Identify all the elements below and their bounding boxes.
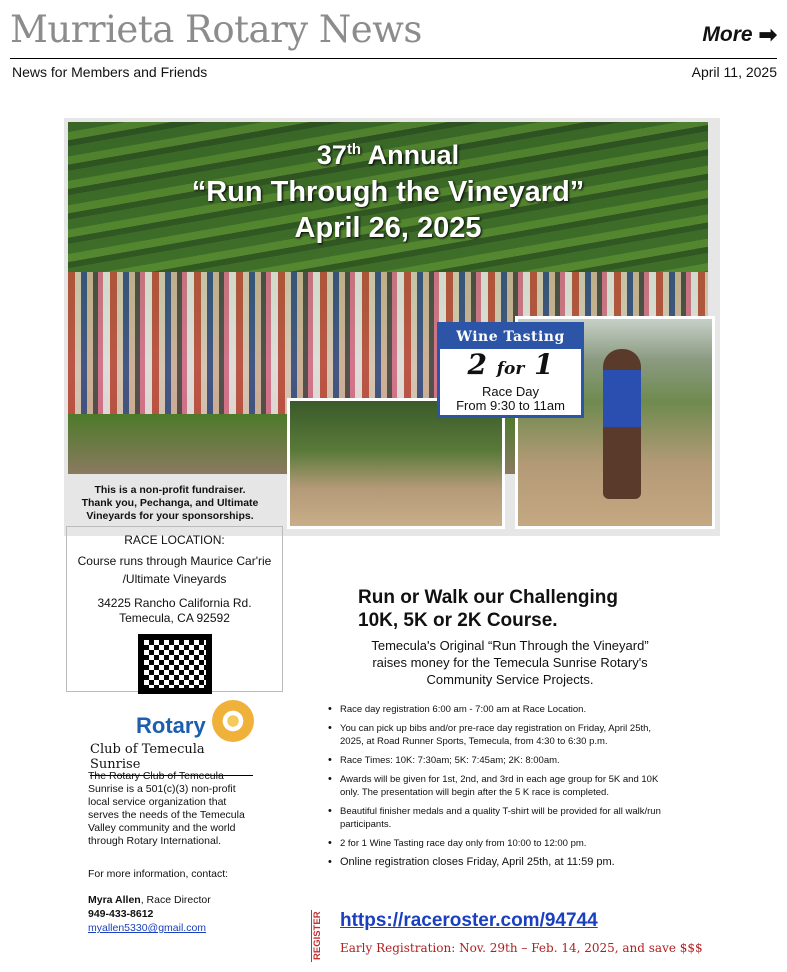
list-item: • Awards will be given for 1st, 2nd, and 3rd in each age group for 5K and 10K only. The presentation will begin after the 5 K race is completed. xyxy=(326,773,666,799)
location-heading: RACE LOCATION: xyxy=(124,533,225,547)
wine-tasting-title: Wine Tasting xyxy=(440,325,581,349)
race-day-label: Race Day xyxy=(481,384,540,399)
list-item: • 2 for 1 Wine Tasting race day only from 10:00 to 12:00 pm. xyxy=(326,837,666,850)
arrow-right-icon: ➡ xyxy=(758,22,777,47)
list-item: • Race Times: 10K: 7:30am; 5K: 7:45am; 2K: 8:00am. xyxy=(326,754,666,767)
contact-role: , Race Director xyxy=(140,894,211,906)
contact-info xyxy=(88,893,211,935)
masthead-subtitle: News for Members and Friends xyxy=(12,64,208,80)
headline-line1: 37th Annual xyxy=(316,140,460,170)
runner-figure xyxy=(603,349,641,499)
early-registration-note: Early Registration: Nov. 29th – Feb. 14, 2025, and save $$$ xyxy=(340,941,703,955)
issue-date: April 11, 2025 xyxy=(691,64,777,80)
wine-hours: From 9:30 to 11am xyxy=(456,398,565,413)
list-item: • Online registration closes Friday, April 25th, at 11:59 pm. xyxy=(326,856,666,869)
rotary-logo-text: Rotary xyxy=(136,713,206,738)
rotary-wheel-icon xyxy=(212,700,254,742)
race-title: Run or Walk our Challenging 10K, 5K or 2K Course. xyxy=(358,587,619,631)
headline-line3: April 26, 2025 xyxy=(294,212,482,244)
register-label: REGISTER xyxy=(311,910,326,962)
contact-name: Myra Allen xyxy=(88,894,141,906)
address-line2: Temecula, CA 92592 xyxy=(119,611,230,625)
address-line1: 34225 Rancho California Rd. xyxy=(97,596,252,610)
contact-email-link[interactable]: myallen5330@gmail.com xyxy=(88,922,207,934)
club-name: Club of Temecula Sunrise xyxy=(90,742,253,776)
location-line2: /Ultimate Vineyards xyxy=(122,572,227,586)
contact-label: For more information, contact: xyxy=(88,868,229,880)
list-item: • Beautiful finisher medals and a quality T-shirt will be provided for all walk/run participants. xyxy=(326,805,666,831)
race-location-box xyxy=(66,526,283,692)
rotary-blurb: The Rotary Club of Temecula Sunrise is a 501(c)(3) non-profit local service organization that serves the needs of the Temecula Valley community and the world through Rotary International. xyxy=(88,770,245,847)
race-description: Temecula's Original “Run Through the Vineyard” raises money for the Temecula Sunrise Rotary's Community Service Projects. xyxy=(371,638,649,687)
registration-link[interactable]: https://raceroster.com/94744 xyxy=(340,910,598,931)
list-item: • Race day registration 6:00 am - 7:00 am at Race Location. xyxy=(326,703,666,716)
race-info-list xyxy=(326,703,666,875)
qr-code[interactable] xyxy=(138,634,212,694)
two-for-one: 2 for 1 xyxy=(467,348,554,381)
more-button[interactable] xyxy=(702,22,777,48)
masthead-title: Murrieta Rotary News xyxy=(10,8,422,51)
wine-tasting-badge xyxy=(437,322,584,418)
list-item: • You can pick up bibs and/or pre-race day registration on Friday, April 25th, 2025, at Road Runner Sports, Temecula, from 4:30 to 6:30 p.m. xyxy=(326,722,666,748)
more-label: More xyxy=(702,23,753,46)
headline-line2: “Run Through the Vineyard” xyxy=(191,176,585,208)
location-line1: Course runs through Maurice Car'rie xyxy=(77,554,272,568)
contact-phone: 949-433-8612 xyxy=(88,908,154,920)
fundraiser-note: This is a non-profit fundraiser. Thank you, Pechanga, and Ultimate Vineyards for your sponsorships. xyxy=(81,484,259,522)
header-divider xyxy=(10,58,777,59)
